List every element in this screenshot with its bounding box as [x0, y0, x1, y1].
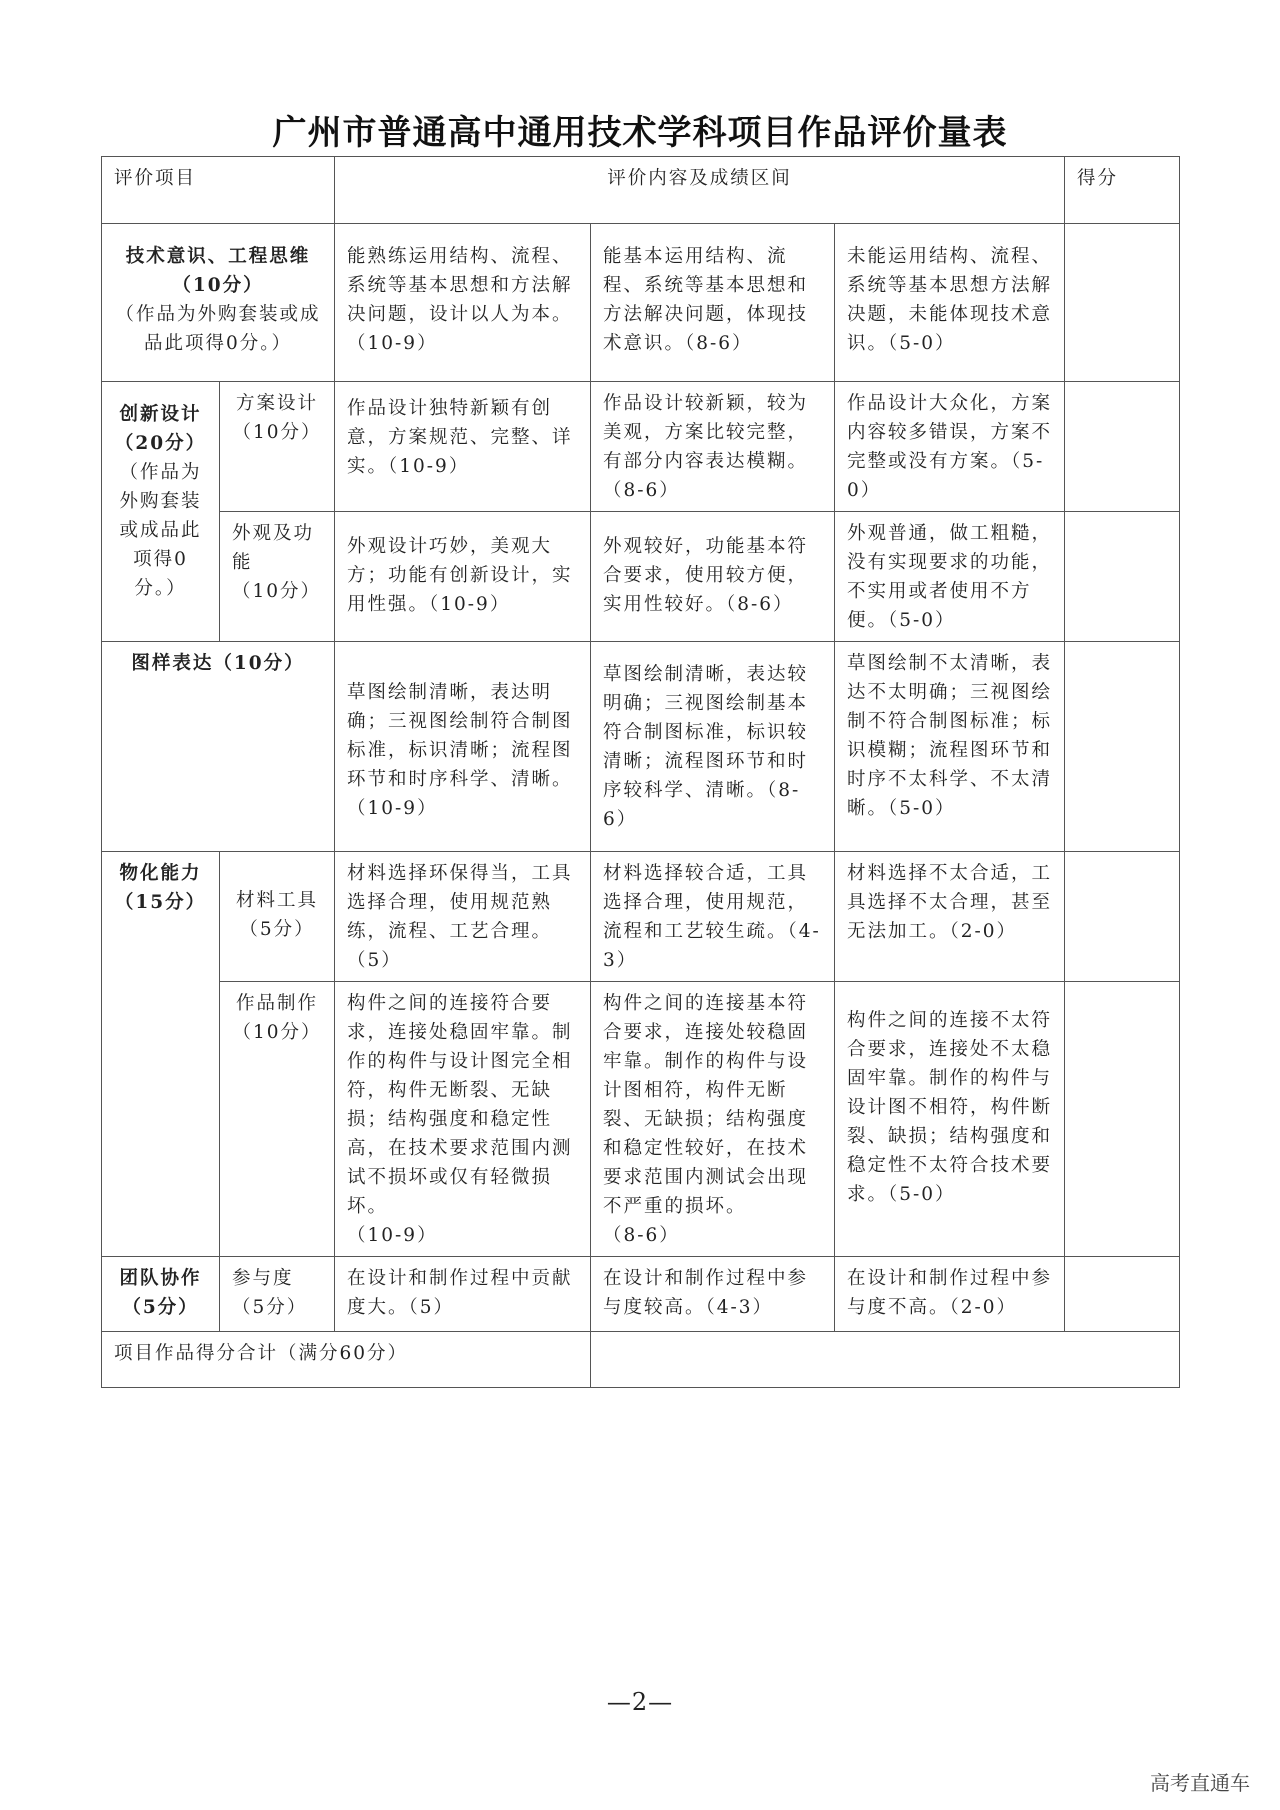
tech-criterion-high: 能熟练运用结构、流程、系统等基本思想和方法解决问题，设计以人为本。（10-9）: [335, 224, 591, 382]
drawing-criterion-low: 草图绘制不太清晰，表达不太明确；三视图绘制不符合制图标准；标识模糊；流程图环节和时序不太科学、不太清晰。（5-0）: [835, 642, 1065, 852]
sub-build-points: （10分）: [232, 1022, 322, 1043]
watermark: 高考直通车: [1150, 1771, 1250, 1795]
item-making: [102, 852, 220, 1257]
build-criterion-high-text: 构件之间的连接符合要求，连接处稳固牢靠。制作的构件与设计图完全相符，构件无断裂、无缺损；结构强度和稳定性高，在技术要求范围内测试不损坏或仅有轻微损坏。: [347, 993, 573, 1217]
row-team: [102, 1257, 1180, 1332]
total-score-cell: [591, 1332, 1180, 1388]
item-innov-note: （作品为外购套装或成品此项得0分。）: [119, 462, 202, 599]
look-score-cell: [1065, 512, 1180, 642]
build-score-cell: [1065, 982, 1180, 1257]
build-criterion-mid-text: 构件之间的连接基本符合要求，连接处较稳固牢靠。制作的构件与设计图相符，构件无断裂、无缺损；结构强度和稳定性较好，在技术要求范围内测试会出现不严重的损坏。: [603, 993, 809, 1217]
material-criterion-low: 材料选择不太合适，工具选择不太合理，甚至无法加工。（2-0）: [835, 852, 1065, 982]
sub-material: [220, 852, 335, 982]
material-criterion-mid: 材料选择较合适，工具选择合理，使用规范，流程和工艺较生疏。（4-3）: [591, 852, 835, 982]
row-total: [102, 1332, 1180, 1388]
item-tech-points: （10分）: [172, 275, 264, 296]
item-making-points: （15分）: [114, 892, 207, 913]
sub-build-name: 作品制作: [236, 993, 319, 1014]
sub-team-points: （5分）: [232, 1297, 308, 1318]
look-criterion-high: 外观设计巧妙，美观大方；功能有创新设计，实用性强。（10-9）: [335, 512, 591, 642]
plan-criterion-high: 作品设计独特新颖有创意，方案规范、完整、详实。（10-9）: [335, 382, 591, 512]
sub-look-points: （10分）: [232, 581, 322, 602]
item-tech-name: 技术意识、工程思维: [125, 246, 311, 267]
tech-criterion-low: 未能运用结构、流程、系统等基本思想方法解决题，未能体现技术意识。（5-0）: [835, 224, 1065, 382]
build-criterion-high-range: （10-9）: [347, 1225, 438, 1246]
item-innov: [102, 382, 220, 642]
item-tech: [102, 224, 335, 382]
build-criterion-low: 构件之间的连接不太符合要求，连接处不太稳固牢靠。制作的构件与设计图不相符，构件断裂、缺损；结构强度和稳定性不太符合技术要求。（5-0）: [835, 982, 1065, 1257]
sub-plan-name: 方案设计: [236, 393, 319, 414]
item-making-name: 物化能力: [119, 863, 202, 884]
look-criterion-mid: 外观较好，功能基本符合要求，使用较方便，实用性较好。（8-6）: [591, 512, 835, 642]
drawing-score-cell: [1065, 642, 1180, 852]
header-content: 评价内容及成绩区间: [335, 157, 1065, 224]
look-criterion-low: 外观普通，做工粗糙，没有实现要求的功能，不实用或者使用不方便。（5-0）: [835, 512, 1065, 642]
tech-criterion-mid: 能基本运用结构、流程、系统等基本思想和方法解决问题，体现技术意识。（8-6）: [591, 224, 835, 382]
drawing-criterion-high: 草图绘制清晰，表达明确；三视图绘制符合制图标准，标识清晰；流程图环节和时序科学、清晰。（10-9）: [335, 642, 591, 852]
item-innov-points: （20分）: [114, 433, 207, 454]
row-tech: [102, 224, 1180, 382]
sub-material-name: 材料工具: [236, 890, 319, 911]
item-team: [102, 1257, 220, 1332]
team-criterion-high: 在设计和制作过程中贡献度大。（5）: [335, 1257, 591, 1332]
sub-plan-points: （10分）: [232, 422, 322, 443]
plan-score-cell: [1065, 382, 1180, 512]
item-drawing: 图样表达（10分）: [102, 642, 335, 852]
build-criterion-high: [335, 982, 591, 1257]
sub-look: [220, 512, 335, 642]
team-criterion-mid: 在设计和制作过程中参与度较高。（4-3）: [591, 1257, 835, 1332]
item-team-name: 团队协作: [119, 1268, 202, 1289]
total-label: 项目作品得分合计（满分60分）: [102, 1332, 591, 1388]
tech-score-cell: [1065, 224, 1180, 382]
material-criterion-high: 材料选择环保得当，工具选择合理，使用规范熟练，流程、工艺合理。（5）: [335, 852, 591, 982]
drawing-criterion-mid: 草图绘制清晰，表达较明确；三视图绘制基本符合制图标准，标识较清晰；流程图环节和时序较科学、清晰。（8-6）: [591, 642, 835, 852]
sub-build: [220, 982, 335, 1257]
row-drawing: [102, 642, 1180, 852]
plan-criterion-low: 作品设计大众化，方案内容较多错误，方案不完整或没有方案。（5-0）: [835, 382, 1065, 512]
team-criterion-low: 在设计和制作过程中参与度不高。（2-0）: [835, 1257, 1065, 1332]
item-innov-name: 创新设计: [119, 404, 202, 425]
header-item: 评价项目: [102, 157, 335, 224]
row-making-material: [102, 852, 1180, 982]
header-row: [102, 157, 1180, 224]
row-innov-plan: [102, 382, 1180, 512]
plan-criterion-mid: 作品设计较新颖，较为美观，方案比较完整，有部分内容表达模糊。（8-6）: [591, 382, 835, 512]
material-score-cell: [1065, 852, 1180, 982]
evaluation-table: [101, 156, 1180, 1388]
page-number: —2—: [606, 1688, 674, 1716]
sub-team-name: 参与度: [232, 1268, 294, 1289]
item-tech-note: （作品为外购套装或成品此项得0分。）: [115, 304, 321, 354]
header-score: 得分: [1065, 157, 1180, 224]
page-title: 广州市普通高中通用技术学科项目作品评价量表: [272, 113, 1008, 153]
sub-material-points: （5分）: [239, 919, 315, 940]
sub-plan: [220, 382, 335, 512]
item-team-points: （5分）: [122, 1297, 199, 1318]
build-criterion-mid: [591, 982, 835, 1257]
team-score-cell: [1065, 1257, 1180, 1332]
row-making-build: [102, 982, 1180, 1257]
sub-team: [220, 1257, 335, 1332]
build-criterion-mid-range: （8-6）: [603, 1225, 680, 1246]
row-innov-look: [102, 512, 1180, 642]
sub-look-name: 外观及功能: [232, 523, 315, 573]
